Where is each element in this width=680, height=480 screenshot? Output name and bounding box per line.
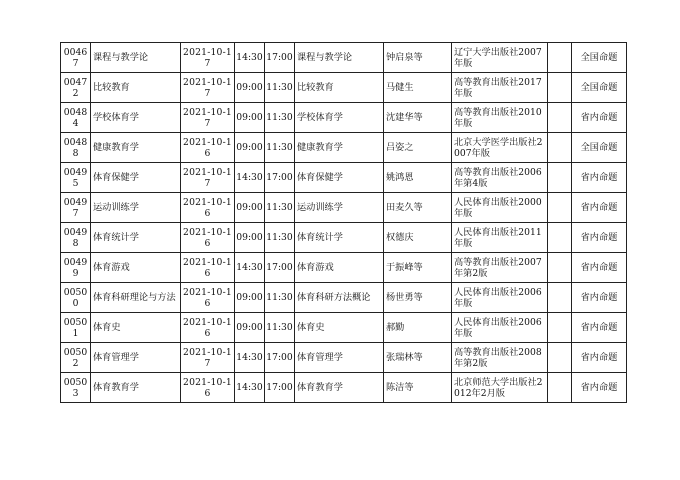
exam-type-cell: 省内命题 [572,373,627,403]
table-row [61,373,627,403]
publisher-cell: 高等教育出版社2010年版 [452,103,548,133]
start-time-cell: 14:30 [235,163,265,193]
textbook-cell: 体育教育学 [295,373,384,403]
textbook-cell: 体育管理学 [295,343,384,373]
note-cell [548,103,572,133]
textbook-cell: 课程与教学论 [295,43,384,73]
author-cell: 杨世勇等 [384,283,452,313]
exam-date-cell: 2021-10-17 [181,103,235,133]
end-time-cell: 17:00 [265,343,295,373]
author-cell: 郝勤 [384,313,452,343]
exam-type-cell: 省内命题 [572,343,627,373]
exam-date-cell: 2021-10-16 [181,193,235,223]
course-code-cell: 00500 [61,283,91,313]
author-cell: 陈洁等 [384,373,452,403]
note-cell [548,193,572,223]
table-row [61,223,627,253]
textbook-cell: 体育科研方法概论 [295,283,384,313]
note-cell [548,43,572,73]
start-time-cell: 14:30 [235,373,265,403]
note-cell [548,313,572,343]
publisher-cell: 高等教育出版社2008年第2版 [452,343,548,373]
publisher-cell: 高等教育出版社2006年第4版 [452,163,548,193]
exam-date-cell: 2021-10-17 [181,163,235,193]
table-row [61,133,627,163]
author-cell: 吕姿之 [384,133,452,163]
exam-date-cell: 2021-10-17 [181,43,235,73]
course-code-cell: 00501 [61,313,91,343]
textbook-cell: 体育统计学 [295,223,384,253]
exam-schedule-table [60,42,627,403]
exam-date-cell: 2021-10-17 [181,343,235,373]
publisher-cell: 人民体育出版社2000年版 [452,193,548,223]
exam-type-cell: 省内命题 [572,253,627,283]
course-code-cell: 00497 [61,193,91,223]
start-time-cell: 09:00 [235,73,265,103]
publisher-cell: 人民体育出版社2006年版 [452,313,548,343]
end-time-cell: 11:30 [265,73,295,103]
end-time-cell: 11:30 [265,283,295,313]
start-time-cell: 14:30 [235,343,265,373]
note-cell [548,253,572,283]
textbook-cell: 运动训练学 [295,193,384,223]
publisher-cell: 辽宁大学出版社2007年版 [452,43,548,73]
course-code-cell: 00503 [61,373,91,403]
exam-type-cell: 全国命题 [572,73,627,103]
author-cell: 张瑞林等 [384,343,452,373]
exam-type-cell: 全国命题 [572,133,627,163]
end-time-cell: 17:00 [265,163,295,193]
textbook-cell: 体育游戏 [295,253,384,283]
author-cell: 钟启泉等 [384,43,452,73]
course-code-cell: 00484 [61,103,91,133]
course-name-cell: 体育教育学 [91,373,181,403]
course-code-cell: 00502 [61,343,91,373]
course-code-cell: 00472 [61,73,91,103]
start-time-cell: 14:30 [235,43,265,73]
end-time-cell: 17:00 [265,373,295,403]
course-name-cell: 体育科研理论与方法 [91,283,181,313]
table-row [61,193,627,223]
course-name-cell: 体育史 [91,313,181,343]
course-name-cell: 体育保健学 [91,163,181,193]
note-cell [548,343,572,373]
publisher-cell: 北京大学医学出版社2007年版 [452,133,548,163]
exam-type-cell: 省内命题 [572,193,627,223]
table-row [61,163,627,193]
course-name-cell: 体育游戏 [91,253,181,283]
author-cell: 田麦久等 [384,193,452,223]
exam-date-cell: 2021-10-16 [181,253,235,283]
end-time-cell: 11:30 [265,133,295,163]
exam-date-cell: 2021-10-16 [181,283,235,313]
exam-date-cell: 2021-10-17 [181,73,235,103]
publisher-cell: 北京师范大学出版社2012年2月版 [452,373,548,403]
author-cell: 姚鸿恩 [384,163,452,193]
course-name-cell: 健康教育学 [91,133,181,163]
course-code-cell: 00499 [61,253,91,283]
course-name-cell: 学校体育学 [91,103,181,133]
end-time-cell: 17:00 [265,43,295,73]
note-cell [548,283,572,313]
course-name-cell: 课程与教学论 [91,43,181,73]
exam-date-cell: 2021-10-16 [181,133,235,163]
exam-type-cell: 省内命题 [572,283,627,313]
course-name-cell: 运动训练学 [91,193,181,223]
textbook-cell: 比较教育 [295,73,384,103]
end-time-cell: 11:30 [265,103,295,133]
start-time-cell: 09:00 [235,193,265,223]
course-code-cell: 00467 [61,43,91,73]
exam-type-cell: 省内命题 [572,163,627,193]
table-row [61,253,627,283]
publisher-cell: 高等教育出版社2017年版 [452,73,548,103]
start-time-cell: 09:00 [235,283,265,313]
course-code-cell: 00488 [61,133,91,163]
end-time-cell: 11:30 [265,313,295,343]
exam-type-cell: 省内命题 [572,313,627,343]
exam-type-cell: 全国命题 [572,43,627,73]
start-time-cell: 09:00 [235,223,265,253]
start-time-cell: 14:30 [235,253,265,283]
note-cell [548,133,572,163]
publisher-cell: 人民体育出版社2011年版 [452,223,548,253]
textbook-cell: 学校体育学 [295,103,384,133]
start-time-cell: 09:00 [235,133,265,163]
exam-date-cell: 2021-10-16 [181,373,235,403]
course-name-cell: 体育统计学 [91,223,181,253]
table-row [61,283,627,313]
start-time-cell: 09:00 [235,313,265,343]
exam-date-cell: 2021-10-16 [181,313,235,343]
note-cell [548,373,572,403]
author-cell: 马健生 [384,73,452,103]
table-row [61,43,627,73]
course-name-cell: 体育管理学 [91,343,181,373]
course-name-cell: 比较教育 [91,73,181,103]
course-code-cell: 00495 [61,163,91,193]
note-cell [548,73,572,103]
publisher-cell: 高等教育出版社2007年第2版 [452,253,548,283]
author-cell: 沈建华等 [384,103,452,133]
course-code-cell: 00498 [61,223,91,253]
author-cell: 于振峰等 [384,253,452,283]
textbook-cell: 体育保健学 [295,163,384,193]
textbook-cell: 体育史 [295,313,384,343]
table-body [61,43,627,403]
end-time-cell: 17:00 [265,253,295,283]
textbook-cell: 健康教育学 [295,133,384,163]
table-row [61,103,627,133]
author-cell: 权德庆 [384,223,452,253]
note-cell [548,223,572,253]
start-time-cell: 09:00 [235,103,265,133]
exam-type-cell: 省内命题 [572,103,627,133]
end-time-cell: 11:30 [265,223,295,253]
end-time-cell: 11:30 [265,193,295,223]
note-cell [548,163,572,193]
exam-date-cell: 2021-10-16 [181,223,235,253]
table-row [61,313,627,343]
table-row [61,343,627,373]
exam-type-cell: 省内命题 [572,223,627,253]
publisher-cell: 人民体育出版社2006年版 [452,283,548,313]
table-row [61,73,627,103]
